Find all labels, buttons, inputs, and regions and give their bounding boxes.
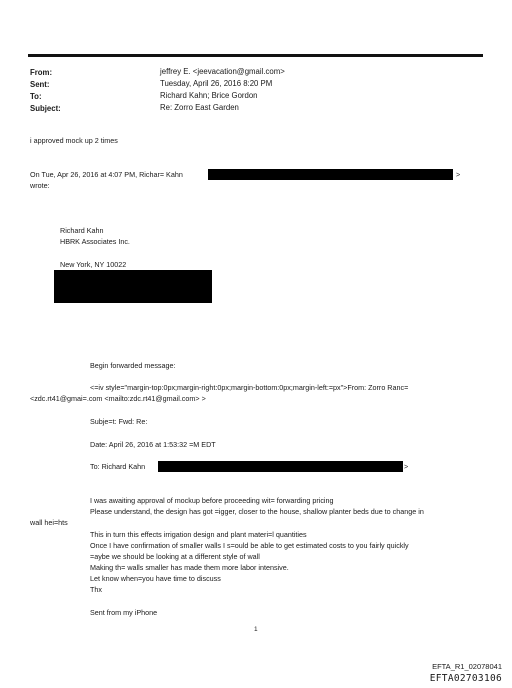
- signature-company: HBRK Associates Inc.: [60, 237, 130, 246]
- sent-label: Sent:: [30, 80, 50, 89]
- to-label: To:: [30, 92, 42, 101]
- page-number: 1: [254, 626, 258, 633]
- message-line: wall hei=hts: [30, 518, 68, 527]
- message-line: Once I have confirmation of smaller walls I s=ould be able to get estimated costs to you fairly quickly: [90, 541, 409, 550]
- subject-value: Re: Zorro East Garden: [160, 103, 239, 112]
- message-line: Let know when=you have time to discuss: [90, 574, 221, 583]
- redaction-block: [208, 169, 453, 180]
- message-line: =aybe we should be looking at a different style of wall: [90, 552, 260, 561]
- message-line: I was awaiting approval of mockup before proceeding wit= forwarding pricing: [90, 496, 334, 505]
- message-line: This in turn this effects irrigation design and plant materi=l quantities: [90, 530, 307, 539]
- quote-end: >: [456, 170, 461, 179]
- forwarded-div-line: <=iv style="margin-top:0px;margin-right:0px;margin-bottom:0px;margin-left:=px">From: Zorro Ranc=: [90, 383, 409, 392]
- signature-name: Richard Kahn: [60, 226, 104, 235]
- redaction-block: [158, 461, 403, 472]
- sent-value: Tuesday, April 26, 2016 8:20 PM: [160, 79, 273, 88]
- message-line: Thx: [90, 585, 102, 594]
- to-value: Richard Kahn; Brice Gordon: [160, 91, 258, 100]
- message-line: Making th= walls smaller has made them more labor intensive.: [90, 563, 289, 572]
- forwarded-date: Date: April 26, 2016 at 1:53:32 =M EDT: [90, 440, 216, 449]
- from-label: From:: [30, 68, 53, 77]
- forwarded-subject: Subje=t: Fwd: Re:: [90, 417, 148, 426]
- footer-reference: EFTA_R1_02078041: [432, 662, 502, 671]
- signature-city: New York, NY 10022: [60, 260, 127, 269]
- forwarded-to: To: Richard Kahn: [90, 462, 146, 471]
- reply-text: i approved mock up 2 times: [30, 136, 118, 145]
- wrote-text: wrote:: [30, 181, 50, 190]
- message-line: Please understand, the design has got =igger, closer to the house, shallow planter beds due to change in: [90, 507, 424, 516]
- header-rule: [28, 54, 483, 57]
- forwarded-div-line: <zdc.rt41@gmai=.com <mailto:zdc.rt41@gmail.com> >: [30, 394, 206, 403]
- forwarded-begin: Begin forwarded message:: [90, 361, 176, 370]
- from-value: jeffrey E. <jeevacation@gmail.com>: [160, 67, 285, 76]
- quote-line: On Tue, Apr 26, 2016 at 4:07 PM, Richar= Kahn: [30, 170, 183, 179]
- forwarded-to-end: >: [404, 462, 409, 471]
- footer-reference: EFTA02703106: [429, 673, 502, 684]
- redaction-block: [54, 270, 212, 303]
- subject-label: Subject:: [30, 104, 61, 113]
- sent-from-line: Sent from my iPhone: [90, 608, 158, 617]
